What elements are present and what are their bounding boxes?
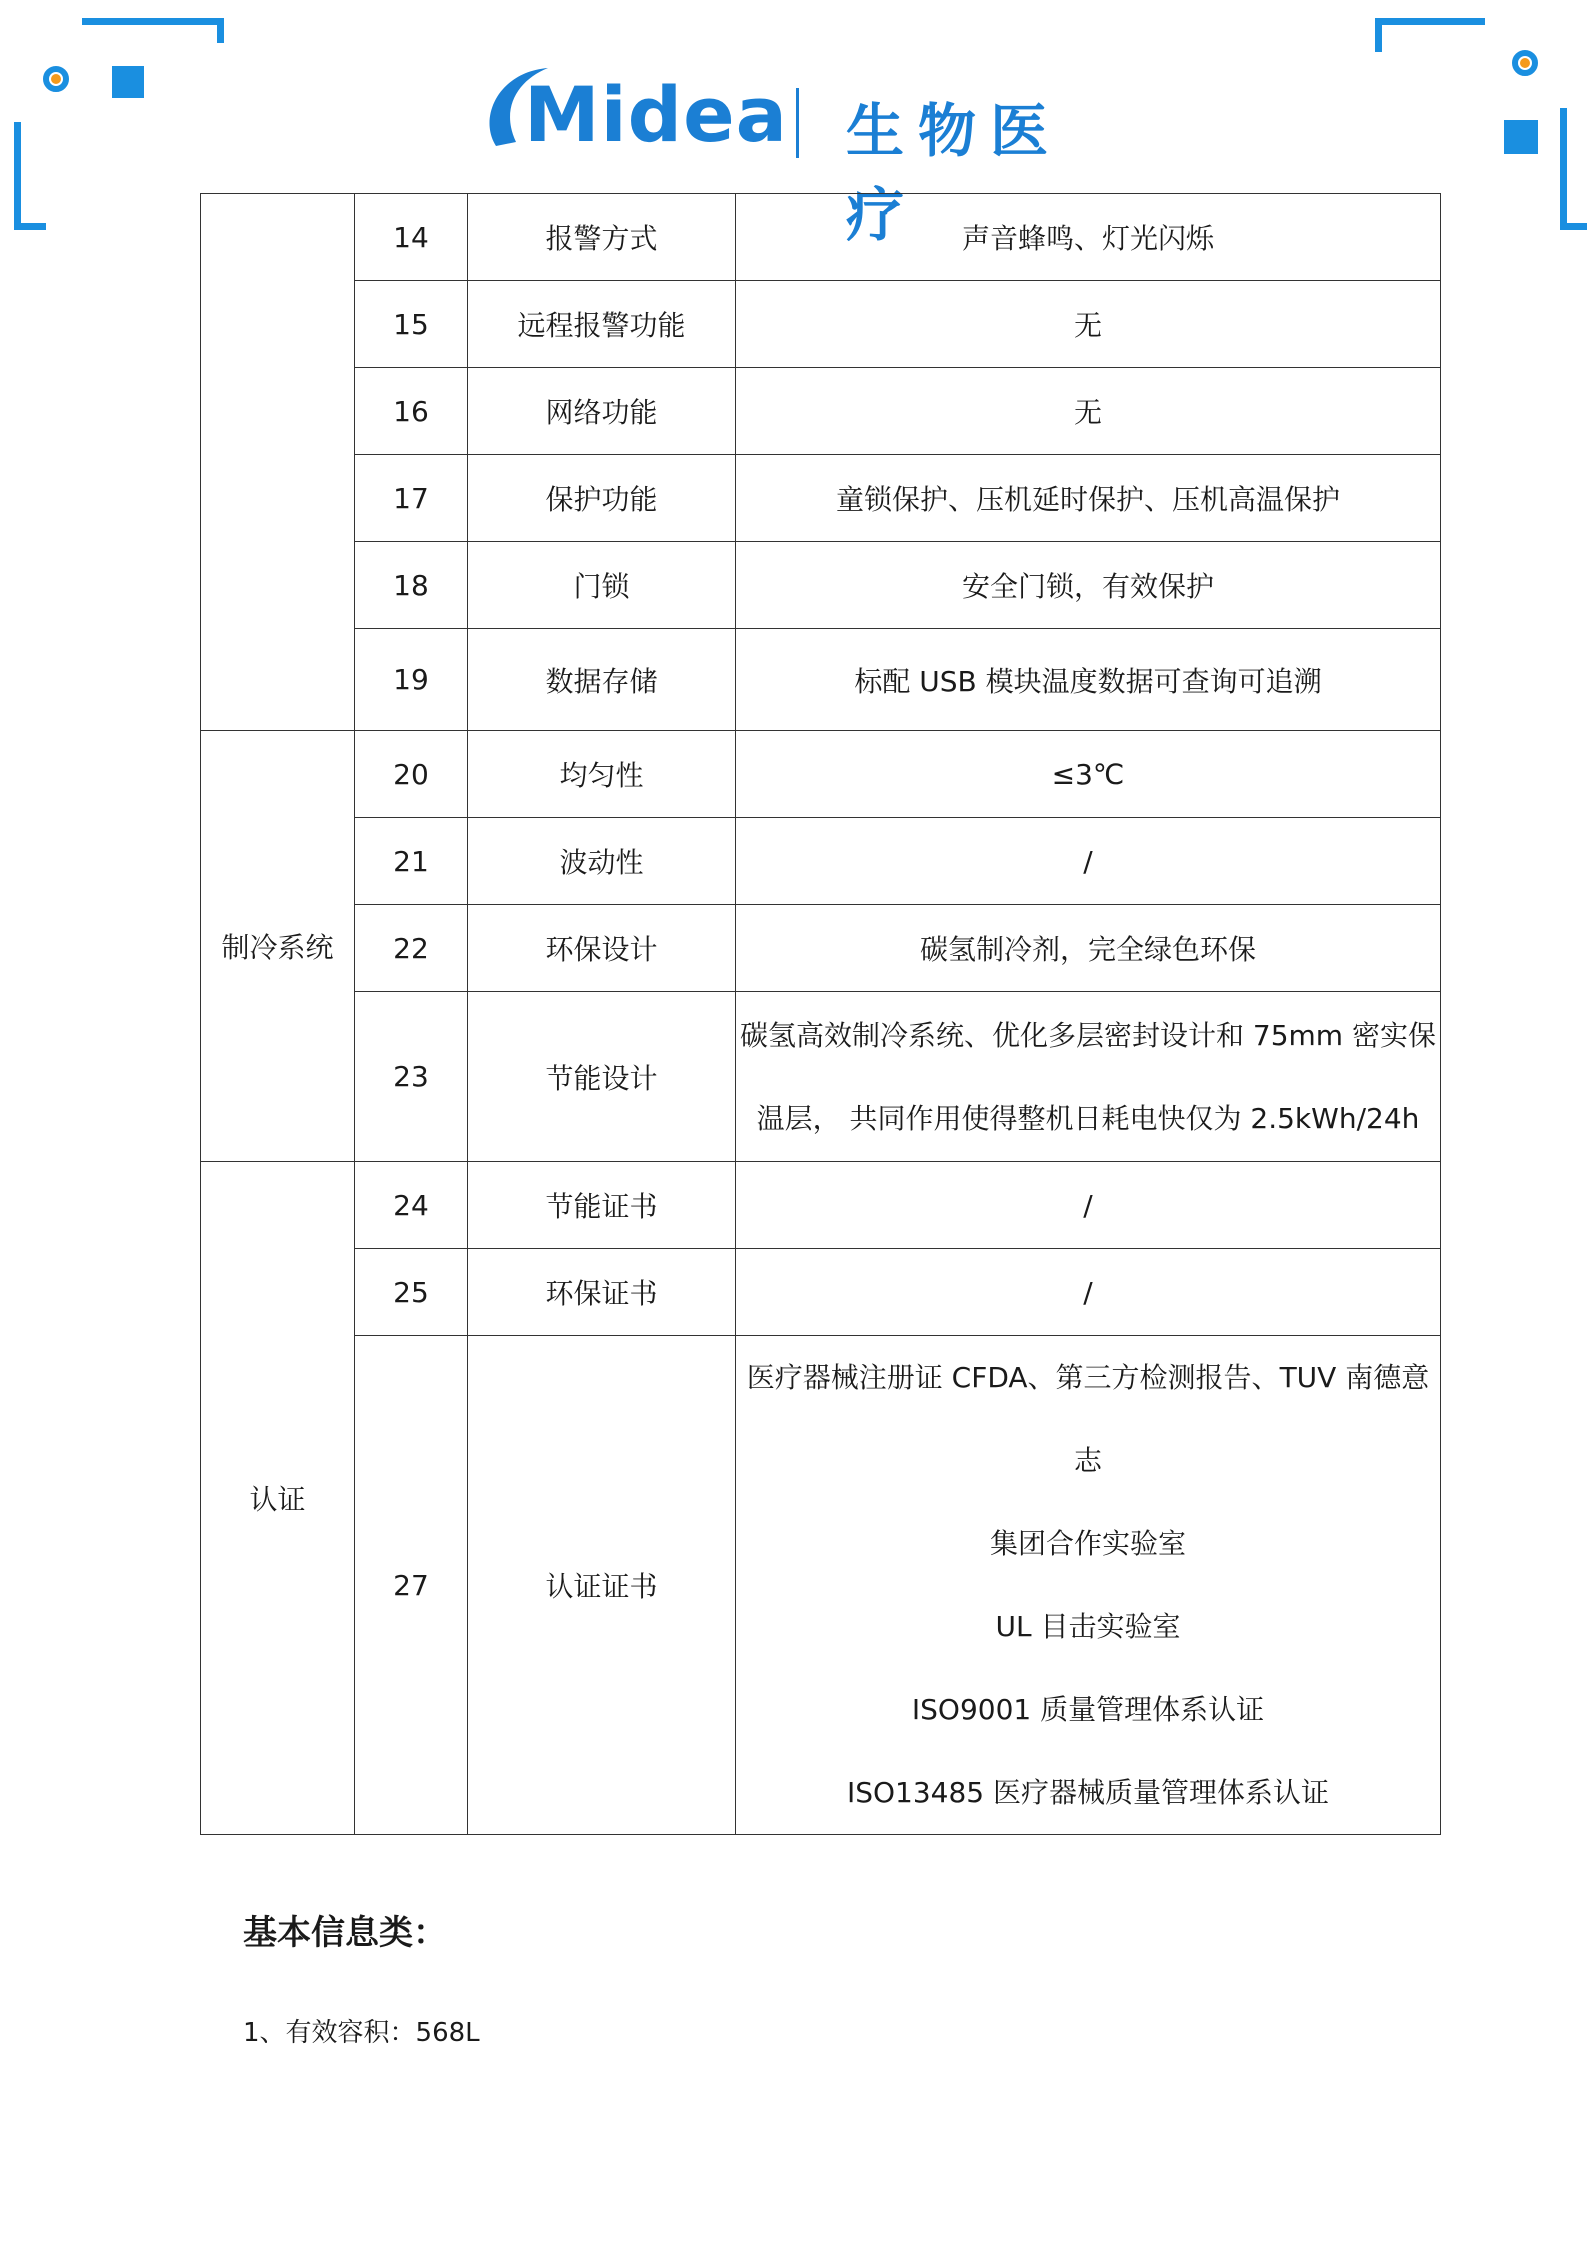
row-number-cell: 20 bbox=[355, 731, 468, 818]
item-content-cell bbox=[736, 818, 1441, 905]
item-name-cell: 认证证书 bbox=[468, 1336, 736, 1835]
item-name-cell: 远程报警功能 bbox=[468, 281, 736, 368]
logo-divider bbox=[796, 88, 799, 158]
table-row bbox=[201, 992, 1441, 1162]
ring-dot-icon bbox=[43, 66, 69, 92]
category-cell: 认证 bbox=[201, 1162, 355, 1835]
row-number-cell: 23 bbox=[355, 992, 468, 1162]
table-row bbox=[201, 455, 1441, 542]
item-content-cell bbox=[736, 281, 1441, 368]
content-line: 安全门锁，有效保护 bbox=[961, 570, 1214, 603]
row-number-cell: 25 bbox=[355, 1249, 468, 1336]
item-name-cell: 环保设计 bbox=[468, 905, 736, 992]
content-line: 集团合作实验室 bbox=[989, 1527, 1186, 1560]
row-number-cell: 18 bbox=[355, 542, 468, 629]
item-name-cell: 报警方式 bbox=[468, 194, 736, 281]
row-number-cell: 17 bbox=[355, 455, 468, 542]
content-line: ISO9001 质量管理体系认证 bbox=[911, 1693, 1265, 1726]
item-content-cell bbox=[736, 1336, 1441, 1835]
item-name-cell: 节能证书 bbox=[468, 1162, 736, 1249]
item-content-cell bbox=[736, 194, 1441, 281]
item-name-cell: 网络功能 bbox=[468, 368, 736, 455]
info-line: 1、有效容积：568L bbox=[243, 2018, 480, 2048]
item-content-cell bbox=[736, 368, 1441, 455]
content-line: 温层， 共同作用使得整机日耗电快仅为 2.5kWh/24h bbox=[756, 1101, 1420, 1135]
table-row bbox=[201, 1336, 1441, 1835]
square-icon bbox=[112, 66, 144, 98]
logo-text: Midea bbox=[524, 70, 788, 159]
item-name-cell: 环保证书 bbox=[468, 1249, 736, 1336]
square-icon bbox=[1504, 120, 1538, 154]
ring-dot-icon bbox=[1512, 50, 1538, 76]
content-line: 无 bbox=[1073, 309, 1102, 342]
table-row bbox=[201, 629, 1441, 731]
table-row bbox=[201, 281, 1441, 368]
content-line: / bbox=[1083, 1188, 1093, 1222]
row-number-cell: 15 bbox=[355, 281, 468, 368]
content-line: ≤3℃ bbox=[1051, 757, 1125, 791]
row-number-cell: 27 bbox=[355, 1336, 468, 1835]
table-row bbox=[201, 1162, 1441, 1249]
item-name-cell: 均匀性 bbox=[468, 731, 736, 818]
item-content-cell bbox=[736, 629, 1441, 731]
item-content-cell bbox=[736, 992, 1441, 1162]
item-name-cell: 波动性 bbox=[468, 818, 736, 905]
item-content-cell bbox=[736, 455, 1441, 542]
table-row bbox=[201, 368, 1441, 455]
table-row bbox=[201, 731, 1441, 818]
content-line: 声音蜂鸣、灯光闪烁 bbox=[961, 222, 1214, 255]
row-number-cell: 24 bbox=[355, 1162, 468, 1249]
table-row bbox=[201, 1249, 1441, 1336]
section-title: 基本信息类： bbox=[243, 1913, 447, 1953]
table-row bbox=[201, 905, 1441, 992]
content-line: 碳氢制冷剂，完全绿色环保 bbox=[919, 933, 1256, 966]
category-cell bbox=[201, 194, 355, 731]
category-cell: 制冷系统 bbox=[201, 731, 355, 1162]
item-name-cell: 保护功能 bbox=[468, 455, 736, 542]
item-content-cell bbox=[736, 542, 1441, 629]
content-line: / bbox=[1083, 844, 1093, 878]
content-line: 无 bbox=[1073, 396, 1102, 429]
content-line: 碳氢高效制冷系统、优化多层密封设计和 75mm 密实保 bbox=[740, 1018, 1436, 1052]
content-line: 医疗器械注册证 CFDA、第三方检测报告、TUV 南德意志 bbox=[746, 1361, 1430, 1477]
item-content-cell bbox=[736, 731, 1441, 818]
content-line: 童锁保护、压机延时保护、压机高温保护 bbox=[835, 483, 1340, 516]
item-name-cell: 数据存储 bbox=[468, 629, 736, 731]
row-number-cell: 22 bbox=[355, 905, 468, 992]
row-number-cell: 14 bbox=[355, 194, 468, 281]
item-name-cell: 门锁 bbox=[468, 542, 736, 629]
item-content-cell bbox=[736, 1162, 1441, 1249]
content-line: ISO13485 医疗器械质量管理体系认证 bbox=[846, 1776, 1330, 1809]
content-line: UL 目击实验室 bbox=[995, 1610, 1181, 1643]
table-row bbox=[201, 194, 1441, 281]
item-content-cell bbox=[736, 1249, 1441, 1336]
spec-table bbox=[200, 193, 1441, 1835]
row-number-cell: 19 bbox=[355, 629, 468, 731]
content-line: 标配 USB 模块温度数据可查询可追溯 bbox=[854, 664, 1322, 698]
table-row bbox=[201, 542, 1441, 629]
row-number-cell: 21 bbox=[355, 818, 468, 905]
division-name: 生物医疗 bbox=[846, 97, 1063, 249]
item-name-cell: 节能设计 bbox=[468, 992, 736, 1162]
content-line: / bbox=[1083, 1275, 1093, 1309]
table-row bbox=[201, 818, 1441, 905]
item-content-cell bbox=[736, 905, 1441, 992]
row-number-cell: 16 bbox=[355, 368, 468, 455]
